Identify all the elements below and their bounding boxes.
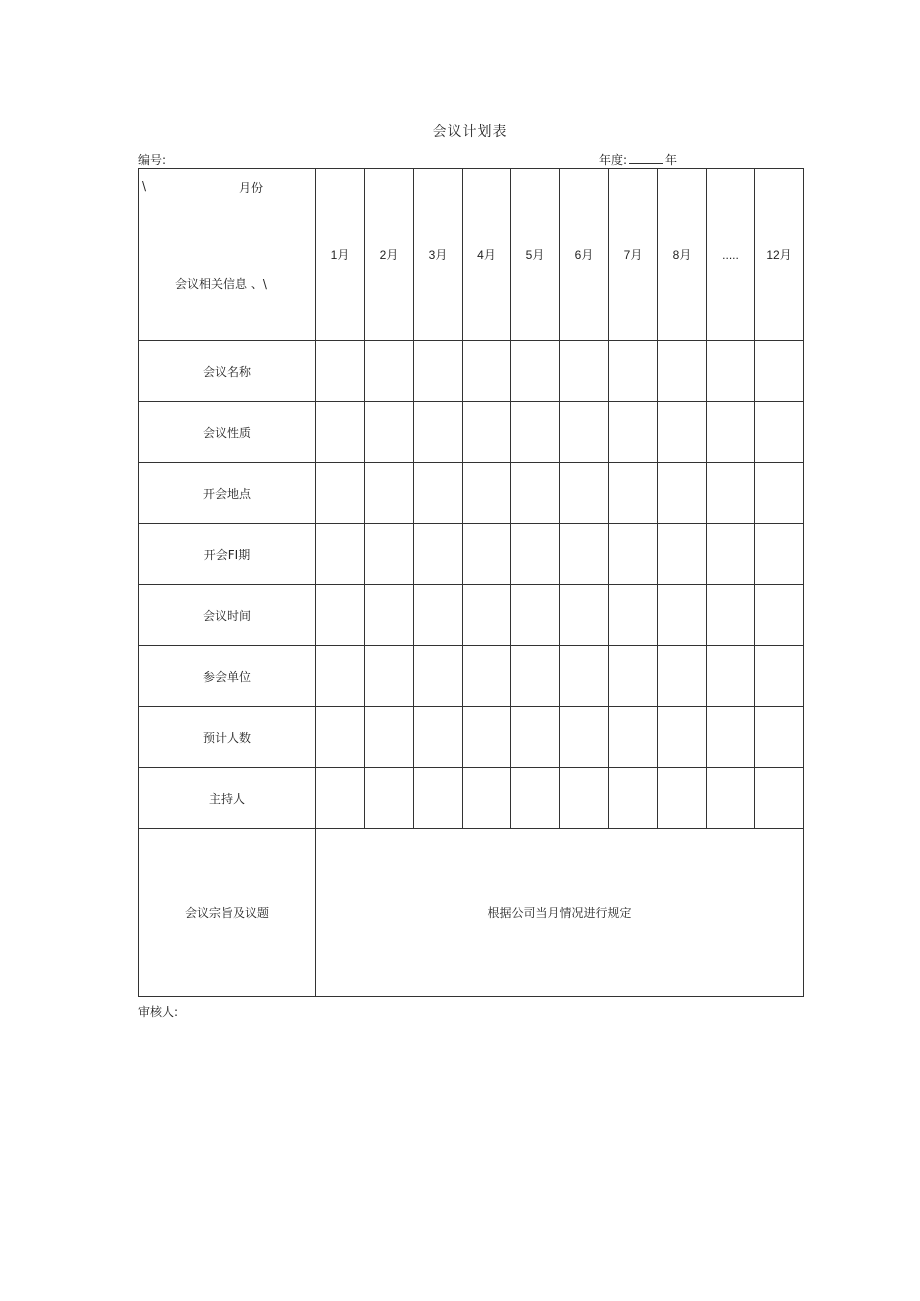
table-cell[interactable] bbox=[365, 585, 414, 646]
table-cell[interactable] bbox=[316, 463, 365, 524]
table-row bbox=[139, 707, 804, 768]
month-header-2: 2月 bbox=[365, 169, 414, 341]
table-cell[interactable] bbox=[560, 646, 609, 707]
table-cell[interactable] bbox=[511, 707, 560, 768]
table-cell[interactable] bbox=[365, 646, 414, 707]
table-cell[interactable] bbox=[755, 402, 804, 463]
table-cell[interactable] bbox=[463, 402, 511, 463]
table-row bbox=[139, 768, 804, 829]
table-cell[interactable] bbox=[755, 707, 804, 768]
agenda-row bbox=[139, 829, 804, 997]
table-cell[interactable] bbox=[658, 768, 707, 829]
table-cell[interactable] bbox=[365, 463, 414, 524]
table-cell[interactable] bbox=[365, 707, 414, 768]
table-cell[interactable] bbox=[658, 524, 707, 585]
table-cell[interactable] bbox=[707, 341, 755, 402]
table-cell[interactable] bbox=[463, 341, 511, 402]
header-row bbox=[139, 169, 804, 341]
diagonal-header-cell bbox=[139, 169, 316, 341]
table-cell[interactable] bbox=[511, 402, 560, 463]
table-cell[interactable] bbox=[463, 585, 511, 646]
table-cell[interactable] bbox=[414, 524, 463, 585]
table-cell[interactable] bbox=[755, 524, 804, 585]
slash-mark: \ bbox=[142, 179, 147, 193]
table-cell[interactable] bbox=[414, 341, 463, 402]
table-cell[interactable] bbox=[658, 402, 707, 463]
table-cell[interactable] bbox=[414, 402, 463, 463]
table-cell[interactable] bbox=[365, 341, 414, 402]
table-cell[interactable] bbox=[755, 341, 804, 402]
row-label-expected-count: 预计人数 bbox=[139, 707, 316, 768]
table-cell[interactable] bbox=[316, 341, 365, 402]
table-cell[interactable] bbox=[658, 463, 707, 524]
table-cell[interactable] bbox=[463, 463, 511, 524]
table-cell[interactable] bbox=[658, 707, 707, 768]
table-cell[interactable] bbox=[707, 646, 755, 707]
table-cell[interactable] bbox=[609, 585, 658, 646]
row-label-agenda: 会议宗旨及议题 bbox=[139, 829, 316, 997]
table-row bbox=[139, 585, 804, 646]
table-cell[interactable] bbox=[658, 585, 707, 646]
year-blank-line bbox=[629, 152, 663, 164]
reviewer-label: 审核人: bbox=[138, 1005, 179, 1019]
table-row bbox=[139, 646, 804, 707]
table-cell[interactable] bbox=[609, 707, 658, 768]
table-cell[interactable] bbox=[707, 463, 755, 524]
table-row bbox=[139, 341, 804, 402]
table-cell[interactable] bbox=[316, 646, 365, 707]
month-header-8: 8月 bbox=[658, 169, 707, 341]
table-cell[interactable] bbox=[609, 646, 658, 707]
table-cell[interactable] bbox=[511, 646, 560, 707]
serial-number-label: 编号: bbox=[138, 153, 167, 167]
table-cell[interactable] bbox=[609, 524, 658, 585]
table-row bbox=[139, 524, 804, 585]
month-header-label: 月份 bbox=[239, 181, 264, 195]
table-cell[interactable] bbox=[658, 341, 707, 402]
month-header-7: 7月 bbox=[609, 169, 658, 341]
table-cell[interactable] bbox=[560, 341, 609, 402]
row-label-participants: 参会单位 bbox=[139, 646, 316, 707]
table-cell[interactable] bbox=[316, 524, 365, 585]
row-label-meeting-time: 会议时间 bbox=[139, 585, 316, 646]
table-cell[interactable] bbox=[707, 707, 755, 768]
table-cell[interactable] bbox=[463, 768, 511, 829]
table-cell[interactable] bbox=[316, 402, 365, 463]
table-cell[interactable] bbox=[511, 341, 560, 402]
row-label-meeting-type: 会议性质 bbox=[139, 402, 316, 463]
table-cell[interactable] bbox=[707, 585, 755, 646]
month-header-1: 1月 bbox=[316, 169, 365, 341]
table-cell[interactable] bbox=[560, 585, 609, 646]
table-cell[interactable] bbox=[609, 463, 658, 524]
table-cell[interactable] bbox=[560, 463, 609, 524]
table-cell[interactable] bbox=[755, 646, 804, 707]
table-cell[interactable] bbox=[707, 524, 755, 585]
info-header-label: 会议相关信息 、\ bbox=[175, 277, 267, 291]
table-cell[interactable] bbox=[707, 402, 755, 463]
table-cell[interactable] bbox=[316, 585, 365, 646]
month-header-5: 5月 bbox=[511, 169, 560, 341]
table-cell[interactable] bbox=[609, 341, 658, 402]
table-cell[interactable] bbox=[511, 463, 560, 524]
table-cell[interactable] bbox=[609, 768, 658, 829]
month-header-12: 12月 bbox=[755, 169, 804, 341]
table-cell[interactable] bbox=[707, 768, 755, 829]
table-cell[interactable] bbox=[365, 402, 414, 463]
row-label-meeting-name: 会议名称 bbox=[139, 341, 316, 402]
year-label: 年度: bbox=[599, 153, 628, 167]
table-cell[interactable] bbox=[463, 707, 511, 768]
table-cell[interactable] bbox=[560, 524, 609, 585]
table-cell[interactable] bbox=[755, 585, 804, 646]
table-cell[interactable] bbox=[316, 707, 365, 768]
table-cell[interactable] bbox=[560, 402, 609, 463]
row-label-host: 主持人 bbox=[139, 768, 316, 829]
table-cell[interactable] bbox=[511, 585, 560, 646]
table-cell[interactable] bbox=[658, 646, 707, 707]
table-cell[interactable] bbox=[511, 768, 560, 829]
row-label-meeting-date: 开会FI期 bbox=[139, 524, 316, 585]
year-suffix: 年 bbox=[665, 153, 678, 167]
table-cell[interactable] bbox=[365, 768, 414, 829]
table-cell[interactable] bbox=[414, 585, 463, 646]
form-title: 会议计划表 bbox=[432, 124, 508, 140]
year-field bbox=[599, 151, 677, 168]
table-cell[interactable] bbox=[609, 402, 658, 463]
month-header-ellipsis: ..... bbox=[707, 169, 755, 341]
table-cell[interactable] bbox=[463, 646, 511, 707]
table-cell[interactable] bbox=[316, 768, 365, 829]
table-cell[interactable] bbox=[560, 768, 609, 829]
table-cell[interactable] bbox=[560, 707, 609, 768]
table-row bbox=[139, 402, 804, 463]
table-cell[interactable] bbox=[511, 524, 560, 585]
table-cell[interactable] bbox=[463, 524, 511, 585]
table-cell[interactable] bbox=[755, 768, 804, 829]
month-header-4: 4月 bbox=[463, 169, 511, 341]
table-cell[interactable] bbox=[414, 707, 463, 768]
table-cell[interactable] bbox=[365, 524, 414, 585]
table-cell[interactable] bbox=[414, 463, 463, 524]
agenda-content: 根据公司当月情况进行规定 bbox=[316, 829, 804, 997]
table-cell[interactable] bbox=[755, 463, 804, 524]
row-label-venue: 开会地点 bbox=[139, 463, 316, 524]
month-header-3: 3月 bbox=[414, 169, 463, 341]
month-header-6: 6月 bbox=[560, 169, 609, 341]
table-cell[interactable] bbox=[414, 768, 463, 829]
table-row bbox=[139, 463, 804, 524]
table-cell[interactable] bbox=[414, 646, 463, 707]
meeting-plan-table bbox=[138, 168, 804, 997]
